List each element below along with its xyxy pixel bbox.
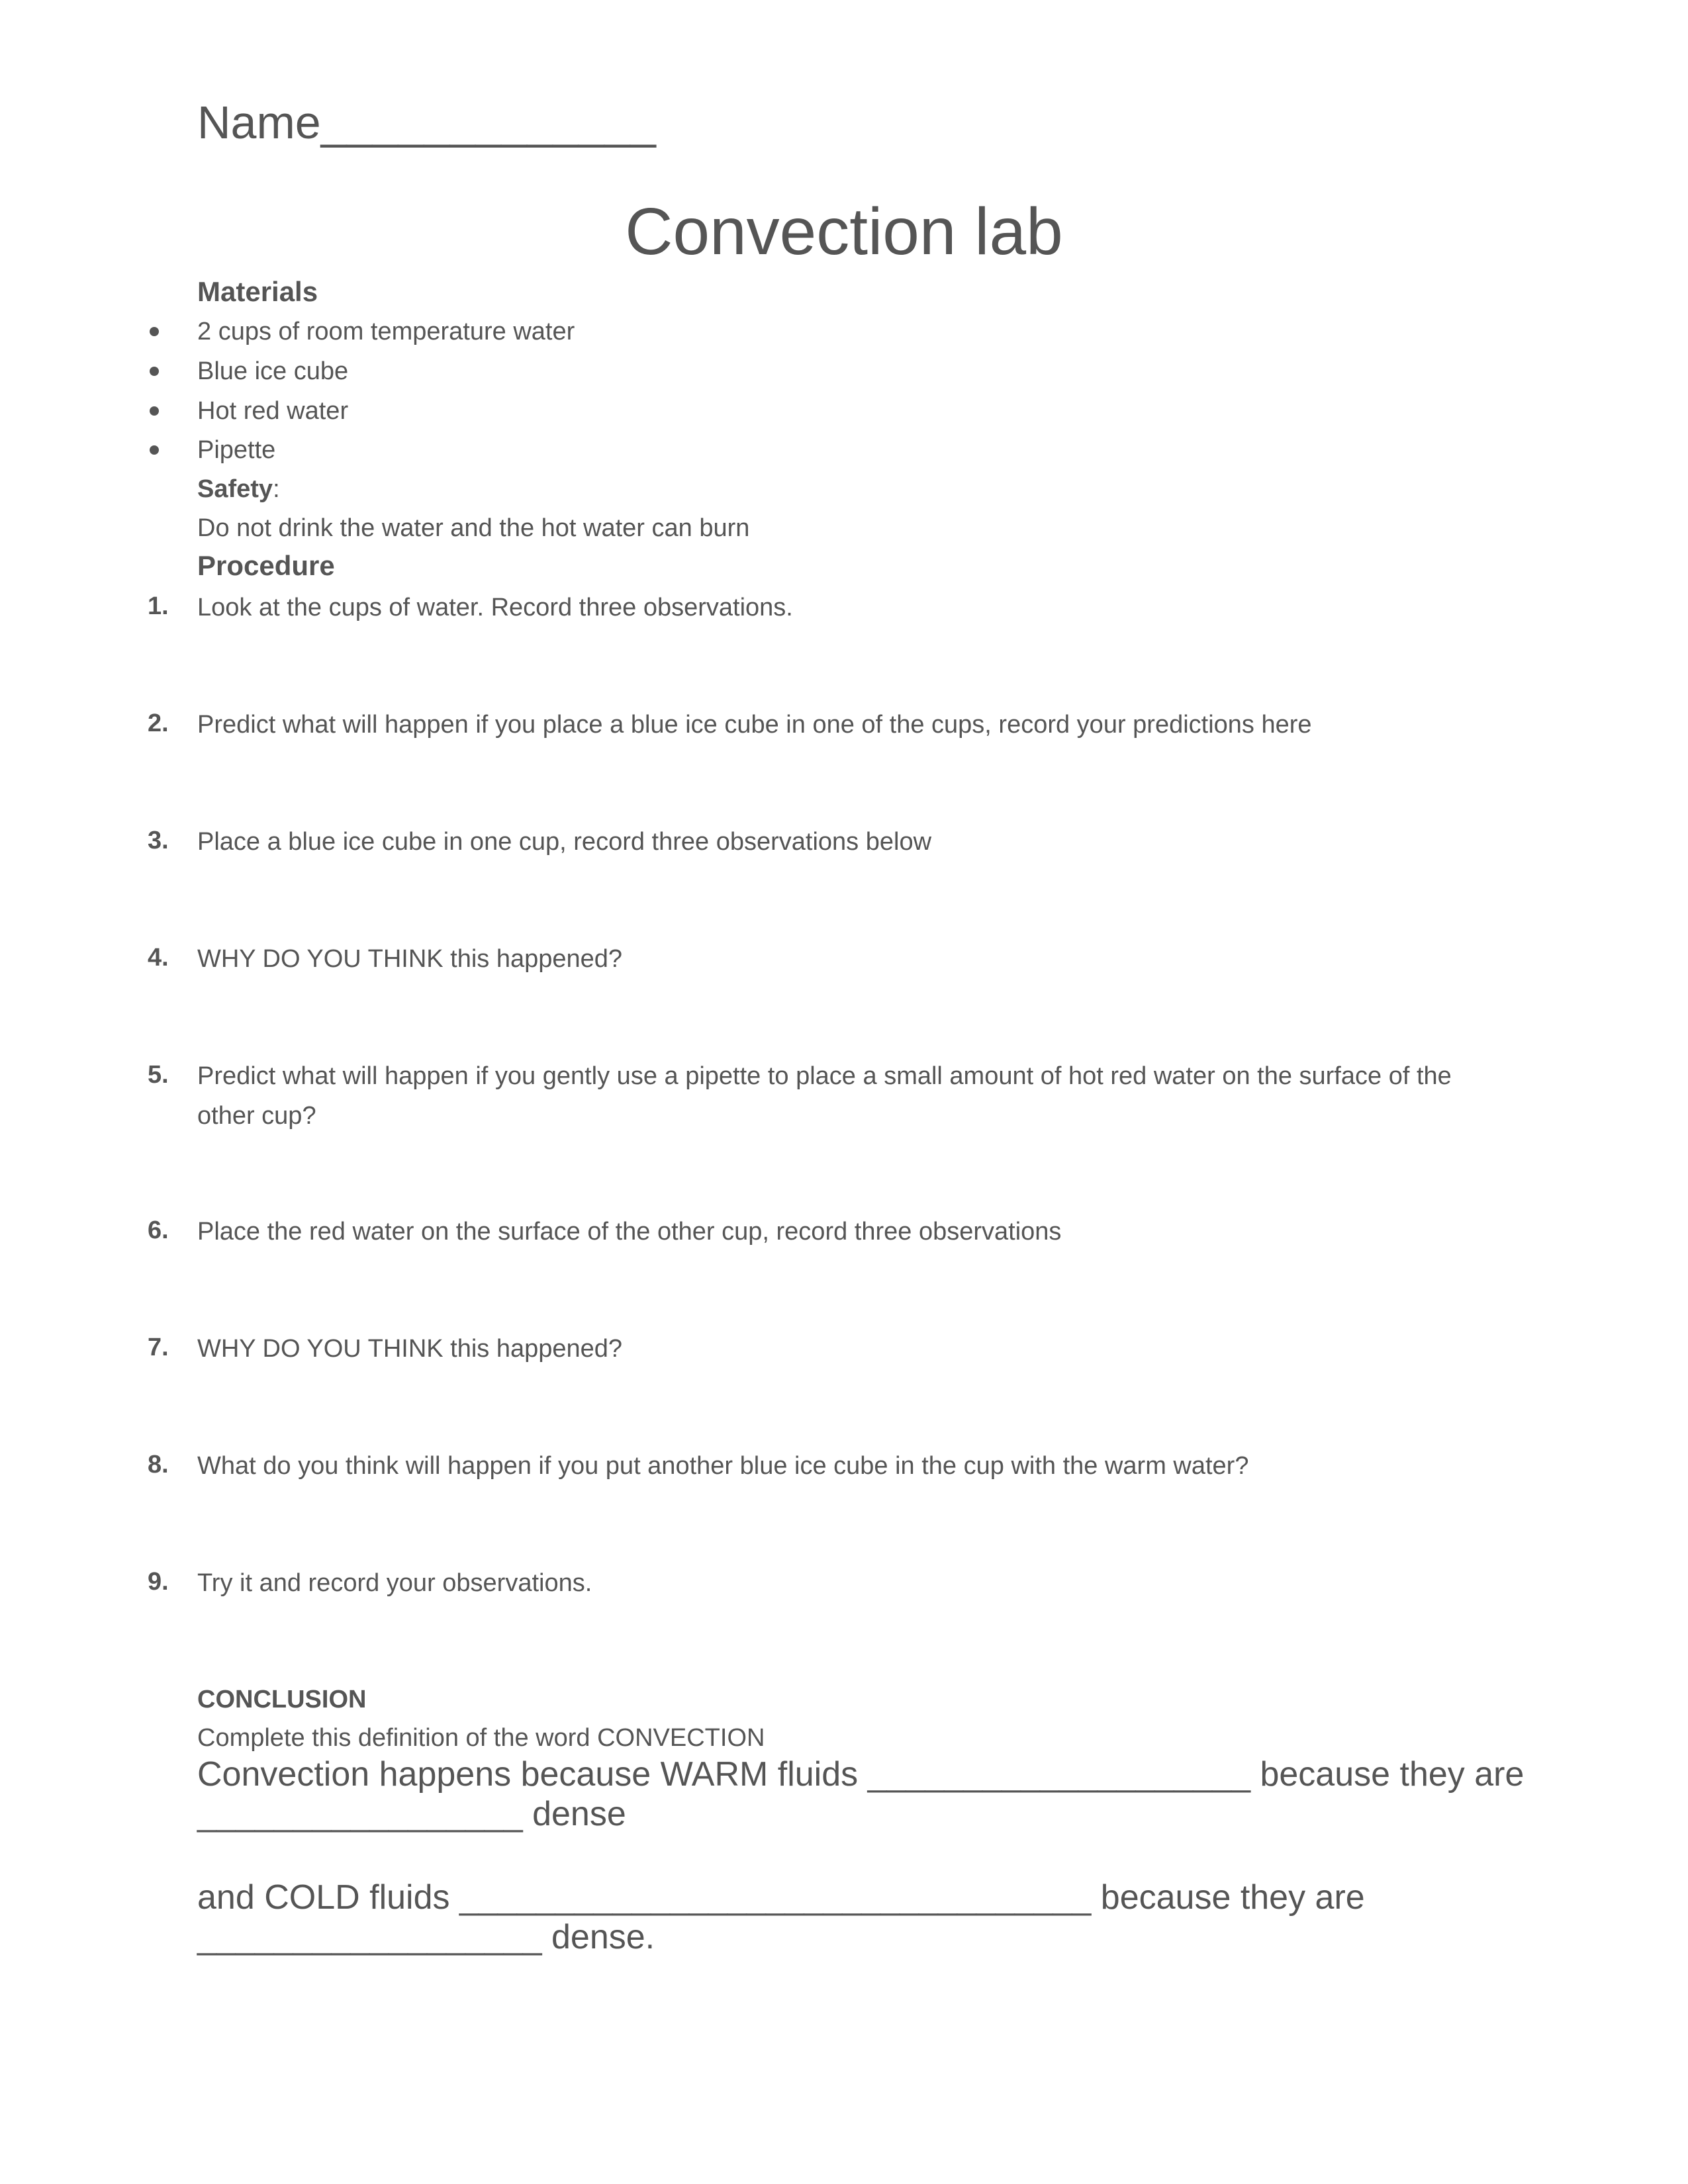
step-number: 1. (148, 592, 169, 620)
step-text: What do you think will happen if you put another blue ice cube in the cup with the warm water? (197, 1452, 1249, 1480)
materials-item (0, 313, 1688, 350)
step-number: 5. (148, 1061, 169, 1089)
materials-item-label: Hot red water (197, 397, 349, 425)
step-number: 9. (148, 1568, 169, 1596)
step-number: 4. (148, 944, 169, 972)
bullet-icon (150, 327, 159, 336)
materials-item-label: Blue ice cube (197, 357, 349, 385)
step-text: Place a blue ice cube in one cup, record three observations below (197, 828, 932, 856)
step-number: 6. (148, 1216, 169, 1244)
safety-text: Do not drink the water and the hot water can burn (197, 514, 750, 542)
conclusion-heading: CONCLUSION (197, 1686, 367, 1713)
step-text: Predict what will happen if you place a blue ice cube in one of the cups, record your predictions here (197, 711, 1312, 739)
name-field[interactable]: Name_____________ (197, 97, 656, 148)
conclusion-blank-cold-density[interactable]: __________________ dense. (197, 1918, 655, 1956)
page-title: Convection lab (625, 195, 1063, 269)
procedure-heading: Procedure (197, 550, 335, 581)
step-number: 3. (148, 827, 169, 854)
step-text: Place the red water on the surface of the other cup, record three observations (197, 1218, 1062, 1246)
step-number: 2. (148, 709, 169, 737)
materials-heading: Materials (197, 276, 318, 307)
bullet-icon (150, 445, 159, 455)
materials-item (0, 353, 1688, 390)
conclusion-instruction: Complete this definition of the word CONVECTION (197, 1724, 765, 1752)
step-number: 7. (148, 1334, 169, 1361)
conclusion-blank-warm-density[interactable]: _________________ dense (197, 1795, 626, 1833)
step-text: Try it and record your observations. (197, 1569, 592, 1597)
step-text: WHY DO YOU THINK this happened? (197, 1335, 623, 1363)
step-text: WHY DO YOU THINK this happened? (197, 945, 623, 973)
bullet-icon (150, 367, 159, 376)
materials-item (0, 432, 1688, 469)
step-number: 8. (148, 1451, 169, 1479)
step-text: Look at the cups of water. Record three observations. (197, 594, 793, 621)
materials-item-label: 2 cups of room temperature water (197, 318, 575, 345)
conclusion-sentence-warm[interactable]: Convection happens because WARM fluids ____________________ because they are (197, 1755, 1524, 1794)
conclusion-sentence-cold[interactable]: and COLD fluids _________________________________ because they are (197, 1878, 1365, 1917)
bullet-icon (150, 406, 159, 416)
materials-item-label: Pipette (197, 436, 276, 464)
step-text: Predict what will happen if you gently use a pipette to place a small amount of hot red water on the surface of the other cup? (197, 1062, 1452, 1130)
safety-colon: : (273, 475, 280, 503)
safety-heading: Safety (197, 475, 273, 503)
materials-item (0, 392, 1688, 430)
safety-heading-line (197, 471, 280, 508)
